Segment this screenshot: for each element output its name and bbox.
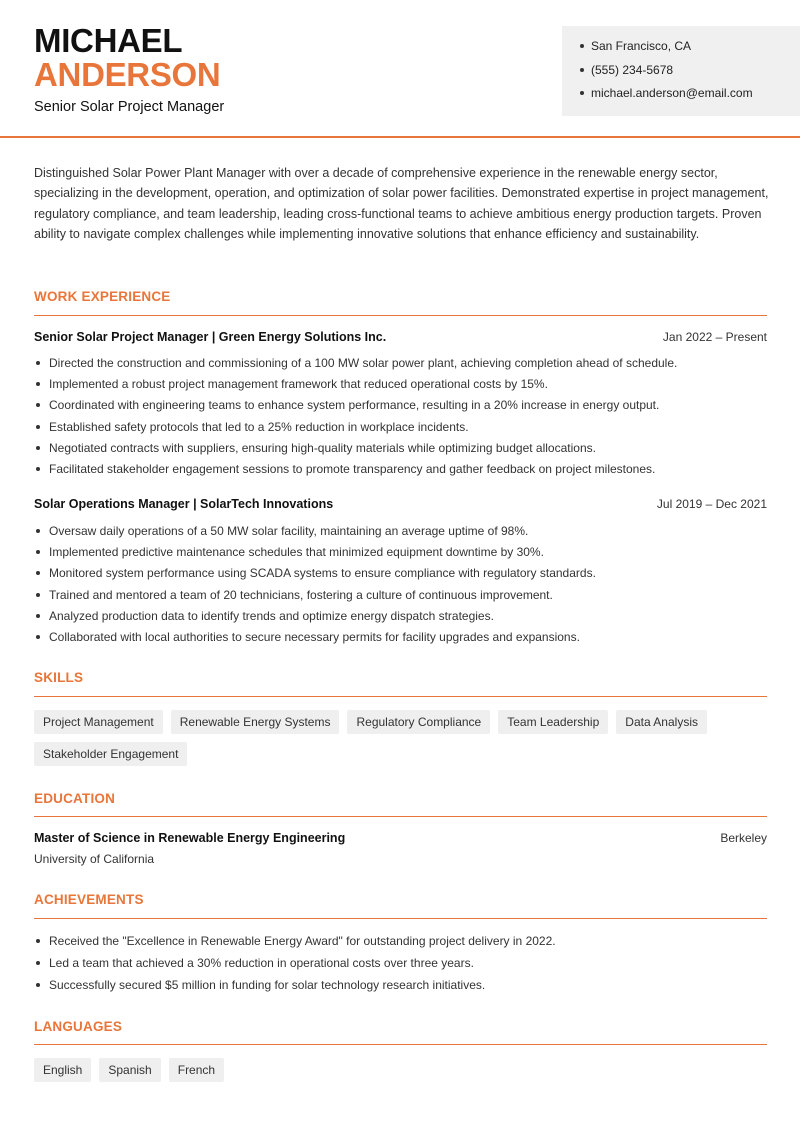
job-bullets (34, 523, 767, 650)
list-item (34, 565, 767, 586)
contact-phone (580, 61, 800, 85)
language-tag: English (34, 1058, 91, 1082)
bullet-icon (36, 939, 40, 943)
job-header (34, 497, 767, 511)
job-role: Solar Operations Manager | SolarTech Innovations (34, 497, 334, 511)
list-item (34, 523, 767, 544)
section-title-skills: SKILLS (34, 670, 84, 685)
summary: Distinguished Solar Power Plant Manager with over a decade of comprehensive experience in the renewable energy sector, specializing in the development, operation, and optimization of solar power facilities. Demonstrated expertise in project management, regulatory compliance, and team leadership, leading cross-functional teams to achieve ambitious energy production targets. Proven ability to navigate complex challenges while implementing innovative solutions that enhance efficiency and sustainability. (34, 166, 769, 242)
list-item (34, 629, 767, 650)
section-title-achievements: ACHIEVEMENTS (34, 892, 144, 907)
skill-tag: Project Management (34, 710, 163, 734)
bullet-icon (580, 68, 584, 72)
bullet-icon (36, 529, 40, 533)
section-divider (34, 816, 767, 817)
section-divider (34, 918, 767, 919)
list-item (34, 376, 767, 397)
skill-tag: Regulatory Compliance (347, 710, 490, 734)
list-item (34, 933, 767, 955)
list-item-text: Directed the construction and commissioning of a 100 MW solar power plant, achieving completion ahead of schedule. (49, 356, 678, 370)
resume-header (0, 0, 800, 138)
language-tag: Spanish (99, 1058, 160, 1082)
list-item (34, 977, 767, 999)
contact-phone-text: (555) 234-5678 (591, 62, 674, 77)
bullet-icon (36, 961, 40, 965)
education-location: Berkeley (720, 831, 767, 845)
list-item (34, 355, 767, 376)
job-title: Senior Solar Project Manager (34, 99, 225, 115)
skill-tag: Stakeholder Engagement (34, 742, 187, 766)
bullet-icon (36, 425, 40, 429)
job-header (34, 330, 767, 344)
list-item-text: Received the "Excellence in Renewable Energy Award" for outstanding project delivery in 2022. (49, 934, 556, 948)
bullet-icon (36, 446, 40, 450)
list-item (34, 955, 767, 977)
section-divider (34, 315, 767, 316)
list-item-text: Monitored system performance using SCADA systems to ensure compliance with regulatory standards. (49, 566, 596, 581)
list-item-text: Negotiated contracts with suppliers, ensuring high-quality materials while optimizing budget allocations. (49, 440, 596, 455)
list-item-text: Established safety protocols that led to a 25% reduction in workplace incidents. (49, 419, 469, 434)
education-degree: Master of Science in Renewable Energy Engineering (34, 831, 346, 845)
bullet-icon (36, 403, 40, 407)
section-divider (34, 696, 767, 697)
list-item-text: Implemented a robust project management framework that reduced operational costs by 15%. (49, 377, 548, 392)
bullet-icon (36, 361, 40, 365)
section-divider (34, 1044, 767, 1045)
skill-tag: Renewable Energy Systems (171, 710, 340, 734)
contact-location (580, 37, 800, 61)
list-item (34, 419, 767, 440)
bullet-icon (36, 550, 40, 554)
list-item-text: Facilitated stakeholder engagement sessions to promote transparency and gather feedback on project milestones. (49, 461, 656, 476)
list-item-text: Collaborated with local authorities to secure necessary permits for facility upgrades and expansions. (49, 629, 580, 644)
list-item-text: Analyzed production data to identify trends and optimize energy dispatch strategies. (49, 608, 494, 623)
contact-email-text[interactable]: michael.anderson@email.com (591, 86, 753, 100)
list-item (34, 440, 767, 461)
last-name: ANDERSON (34, 56, 221, 93)
languages-tags (34, 1058, 774, 1082)
bullet-icon (36, 983, 40, 987)
education-school: University of California (34, 852, 155, 866)
list-item-text: Trained and mentored a team of 20 technicians, fostering a culture of continuous improvement. (49, 587, 553, 602)
list-item (34, 608, 767, 629)
section-title-education: EDUCATION (34, 791, 116, 806)
job-dates: Jul 2019 – Dec 2021 (656, 497, 767, 511)
language-tag: French (169, 1058, 224, 1082)
bullet-icon (36, 635, 40, 639)
bullet-icon (580, 44, 584, 48)
list-item (34, 587, 767, 608)
contact-email[interactable] (580, 84, 800, 108)
bullet-icon (36, 382, 40, 386)
bullet-icon (36, 571, 40, 575)
list-item (34, 461, 767, 482)
contact-box (562, 26, 800, 116)
bullet-icon (580, 91, 584, 95)
achievements-list (34, 933, 767, 999)
list-item (34, 397, 767, 418)
skill-tag: Data Analysis (616, 710, 707, 734)
bullet-icon (36, 467, 40, 471)
skills-tags (34, 710, 774, 766)
list-item (34, 544, 767, 565)
section-title-work: WORK EXPERIENCE (34, 289, 171, 304)
job-role: Senior Solar Project Manager | Green Energy Solutions Inc. (34, 330, 387, 344)
bullet-icon (36, 593, 40, 597)
job-dates: Jan 2022 – Present (662, 330, 767, 344)
section-title-languages: LANGUAGES (34, 1019, 123, 1034)
first-name: MICHAEL (34, 22, 183, 59)
list-item-text: Implemented predictive maintenance schedules that minimized equipment downtime by 30%. (49, 545, 544, 560)
job-bullets (34, 355, 767, 482)
contact-location-text: San Francisco, CA (591, 39, 692, 53)
skill-tag: Team Leadership (498, 710, 608, 734)
list-item-text: Oversaw daily operations of a 50 MW solar facility, maintaining an average uptime of 98%. (49, 524, 529, 538)
list-item-text: Led a team that achieved a 30% reduction in operational costs over three years. (49, 956, 474, 970)
list-item-text: Coordinated with engineering teams to enhance system performance, resulting in a 20% increase in energy output. (49, 398, 660, 413)
list-item-text: Successfully secured $5 million in funding for solar technology research initiatives. (49, 978, 486, 992)
bullet-icon (36, 614, 40, 618)
education-header (34, 831, 767, 845)
